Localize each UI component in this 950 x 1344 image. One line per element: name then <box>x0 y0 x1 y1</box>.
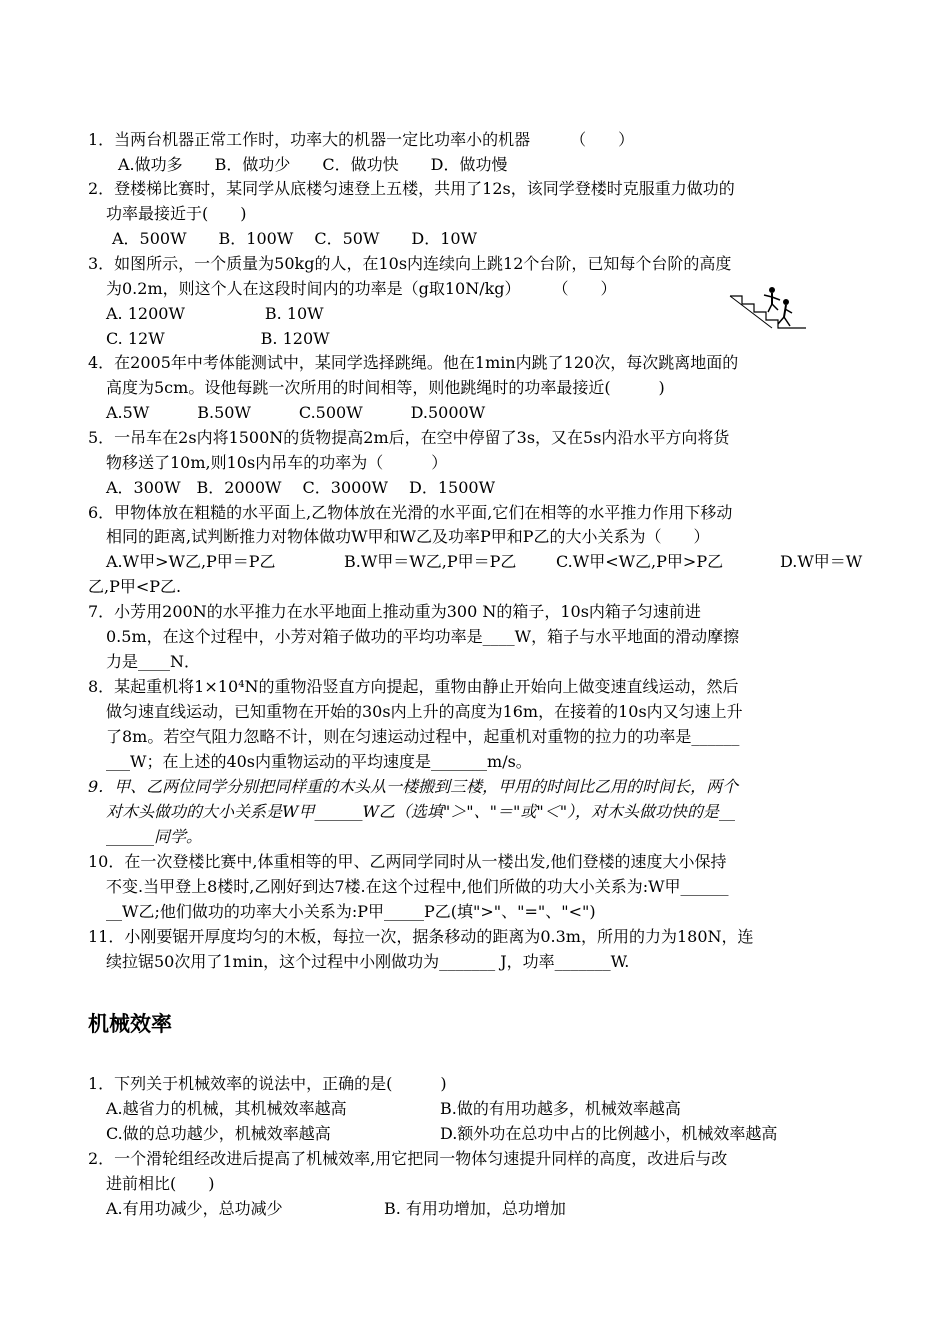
q9-stem-line1: 9．甲、乙两位同学分别把同样重的木头从一楼搬到三楼，甲用的时间比乙用的时间长，两个 <box>88 777 739 796</box>
me-q2-stem-line2: 进前相比( ) <box>106 1174 215 1193</box>
q6-stem-line1: 6．甲物体放在粗糙的水平面上,乙物体放在光滑的水平面,它们在相等的水平推力作用下移动 <box>88 503 733 522</box>
q8-stem-line2: 做匀速直线运动，已知重物在开始的30s内上升的高度为16m，在接着的10s内又匀速上升 <box>106 702 743 721</box>
me-q1-option-b: B.做的有用功越多，机械效率越高 <box>440 1099 681 1118</box>
q6-option-c: C.W甲<W乙,P甲>P乙 <box>556 552 724 571</box>
q7-stem-line2: 0.5m，在这个过程中，小芳对箱子做功的平均功率是____W，箱子与水平地面的滑动摩擦 <box>106 627 740 646</box>
q4-stem-line1: 4．在2005年中考体能测试中，某同学选择跳绳。他在1min内跳了120次，每次跳离地面的 <box>88 353 739 372</box>
q4-stem-line2: 高度为5cm。设他每跳一次所用的时间相等，则他跳绳时的功率最接近( ) <box>106 378 665 397</box>
q11-stem-line1: 11．小刚要锯开厚度均匀的木板，每拉一次，据条移动的距离为0.3m，所用的力为180N，连 <box>88 927 754 946</box>
q3-options-a-b: A. 1200W B. 10W <box>106 304 324 323</box>
q1-stem: 1．当两台机器正常工作时，功率大的机器一定比功率小的机器 （ ） <box>88 130 635 149</box>
section-title-mechanical-efficiency: 机械效率 <box>88 1012 172 1036</box>
q9-stem-line2: 对木头做功的大小关系是W甲______W乙（选填"＞"、"＝"或"＜"），对木头做功快的是__ <box>106 802 736 821</box>
q8-stem-line1: 8．某起重机将1×10⁴N的重物沿竖直方向提起，重物由静止开始向上做变速直线运动，然后 <box>88 677 739 696</box>
q5-stem-line2: 物移送了10m,则10s内吊车的功率为（ ） <box>106 453 448 472</box>
q5-stem-line1: 5．一吊车在2s内将1500N的货物提高2m后，在空中停留了3s，又在5s内沿水平方向将货 <box>88 428 730 447</box>
me-q1-option-c: C.做的总功越少，机械效率越高 <box>106 1124 331 1143</box>
q11-stem-line2: 续拉锯50次用了1min，这个过程中小刚做功为_______ J，功率_______W. <box>106 952 630 971</box>
q4-options: A.5W B.50W C.500W D.5000W <box>106 403 486 422</box>
q2-stem-line2: 功率最接近于( ) <box>106 204 247 223</box>
q10-stem-line2: 不变.当甲登上8楼时,乙刚好到达7楼.在这个过程中,他们所做的功大小关系为:W甲______ <box>106 877 729 896</box>
me-q1-option-d: D.额外功在总功中占的比例越小，机械效率越高 <box>440 1124 778 1143</box>
q1-options: A.做功多 B．做功少 C．做功快 D．做功慢 <box>118 155 508 174</box>
q9-stem-line3: ______同学。 <box>106 827 203 846</box>
q5-options: A．300W B．2000W C．3000W D．1500W <box>106 478 496 497</box>
stairs-jumper-figure <box>728 284 808 334</box>
q8-stem-line3: 了8m。若空气阻力忽略不计，则在匀速运动过程中，起重机对重物的拉力的功率是______ <box>106 727 740 746</box>
q10-stem-line3: __W乙;他们做功的功率大小关系为:P甲_____P乙(填">"、"="、"<") <box>106 902 596 921</box>
q6-option-b: B.W甲＝W乙,P甲＝P乙 <box>344 552 517 571</box>
me-q2-option-a: A.有用功减少，总功减少 <box>106 1199 283 1218</box>
q3-stem-line1: 3．如图所示，一个质量为50kg的人，在10s内连续向上跳12个台阶，已知每个台阶的高度 <box>88 254 732 273</box>
q6-stem-line2: 相同的距离,试判断推力对物体做功W甲和W乙及功率P甲和P乙的大小关系为（ ） <box>106 527 710 546</box>
q3-stem-line2: 为0.2m，则这个人在这段时间内的功率是（g取10N/kg） （ ） <box>106 279 617 298</box>
q6-option-a: A.W甲>W乙,P甲＝P乙 <box>106 552 276 571</box>
me-q2-stem-line1: 2．一个滑轮组经改进后提高了机械效率,用它把同一物体匀速提升同样的高度，改进后与改 <box>88 1149 728 1168</box>
me-q1-option-a: A.越省力的机械，其机械效率越高 <box>106 1099 347 1118</box>
q6-option-d: D.W甲＝W <box>780 552 863 571</box>
q3-options-c-d: C. 12W B. 120W <box>106 329 330 348</box>
me-q2-option-b: B. 有用功增加，总功增加 <box>384 1199 566 1218</box>
q10-stem-line1: 10．在一次登楼比赛中,体重相等的甲、乙两同学同时从一楼出发,他们登楼的速度大小保持 <box>88 852 727 871</box>
q8-stem-line4: ___W；在上述的40s内重物运动的平均速度是_______m/s。 <box>106 752 532 771</box>
me-q1-stem: 1．下列关于机械效率的说法中，正确的是( ) <box>88 1074 447 1093</box>
q7-stem-line3: 力是____N． <box>106 652 201 671</box>
q2-stem-line1: 2．登楼梯比赛时，某同学从底楼匀速登上五楼，共用了12s，该同学登楼时克服重力做功的 <box>88 179 735 198</box>
q7-stem-line1: 7．小芳用200N的水平推力在水平地面上推动重为300 N的箱子，10s内箱子匀速前进 <box>88 602 701 621</box>
q6-option-d-cont: 乙,P甲<P乙. <box>88 577 182 596</box>
q2-options: A．500W B．100W C．50W D．10W <box>112 229 478 248</box>
